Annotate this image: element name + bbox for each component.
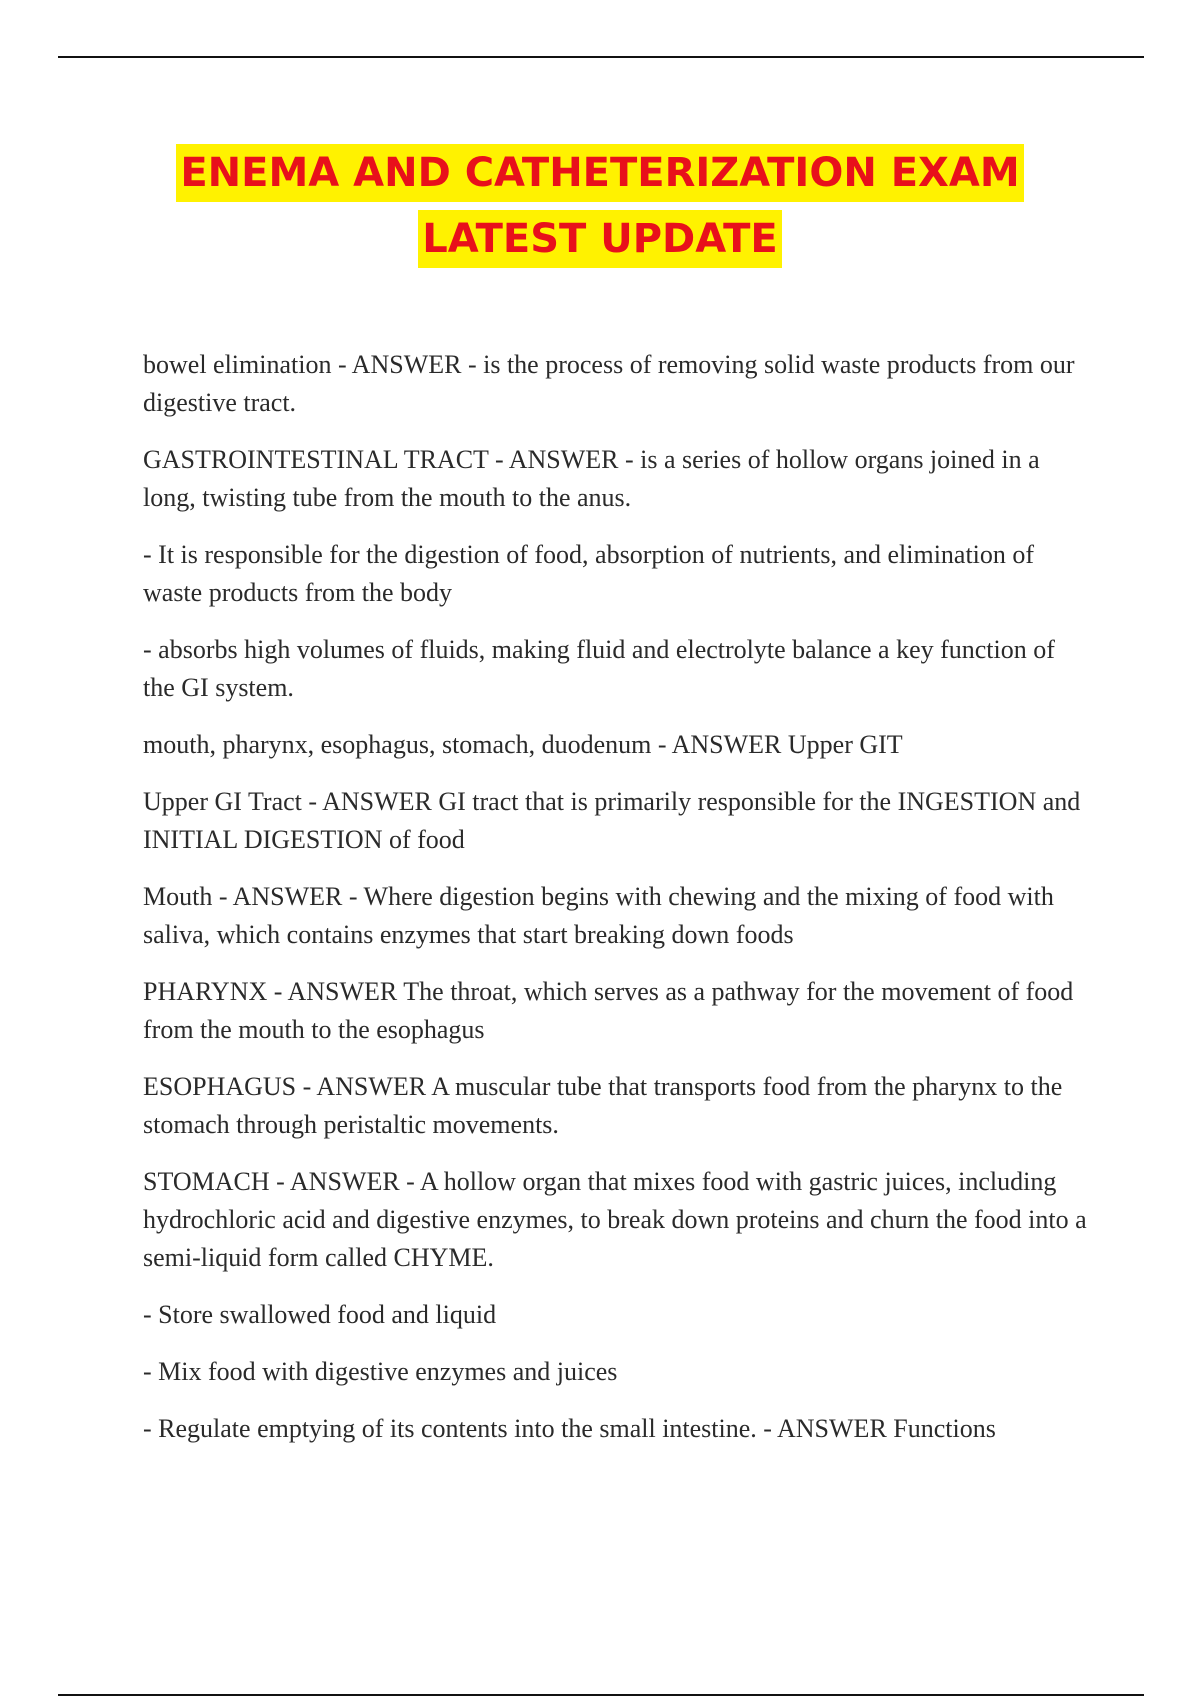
paragraph-stomach-function-store: - Store swallowed food and liquid (143, 1300, 497, 1329)
top-rule (58, 56, 1144, 58)
bottom-rule (58, 1694, 1144, 1696)
paragraph-upper-git-organs: mouth, pharynx, esophagus, stomach, duodenum - ANSWER Upper GIT (143, 730, 903, 759)
paragraph-gi-responsibility: - It is responsible for the digestion of food, absorption of nutrients, and elimination of waste products from the body (143, 540, 1035, 607)
paragraph-stomach-function-mix: - Mix food with digestive enzymes and juices (143, 1357, 618, 1386)
paragraph-gi-fluids: - absorbs high volumes of fluids, making fluid and electrolyte balance a key function of the GI system. (143, 635, 1055, 702)
paragraph-gastrointestinal-tract: GASTROINTESTINAL TRACT - ANSWER - is a series of hollow organs joined in a long, twisting tube from the mouth to the anus. (143, 445, 1040, 512)
paragraph-stomach-function-regulate: - Regulate emptying of its contents into the small intestine. - ANSWER Functions (143, 1414, 996, 1443)
paragraph-upper-gi-tract: Upper GI Tract - ANSWER GI tract that is primarily responsible for the INGESTION and INITIAL DIGESTION of food (143, 787, 1081, 854)
title-line-1: ENEMA AND CATHETERIZATION EXAM (176, 144, 1023, 202)
paragraph-mouth: Mouth - ANSWER - Where digestion begins with chewing and the mixing of food with saliva, which contains enzymes that start breaking down foods (143, 882, 1054, 949)
paragraph-esophagus: ESOPHAGUS - ANSWER A muscular tube that transports food from the pharynx to the stomach through peristaltic movements. (143, 1072, 1063, 1139)
paragraph-pharynx: PHARYNX - ANSWER The throat, which serves as a pathway for the movement of food from the mouth to the esophagus (143, 977, 1074, 1044)
page-title (0, 140, 1200, 272)
paragraph-stomach: STOMACH - ANSWER - A hollow organ that mixes food with gastric juices, including hydrochloric acid and digestive enzymes, to break down proteins and churn the food into a semi-liquid form called CHYME. (143, 1167, 1087, 1272)
paragraph-bowel-elimination: bowel elimination - ANSWER - is the process of removing solid waste products from our digestive tract. (143, 350, 1075, 417)
title-line-2: LATEST UPDATE (418, 210, 781, 268)
document-body (143, 346, 1088, 1467)
